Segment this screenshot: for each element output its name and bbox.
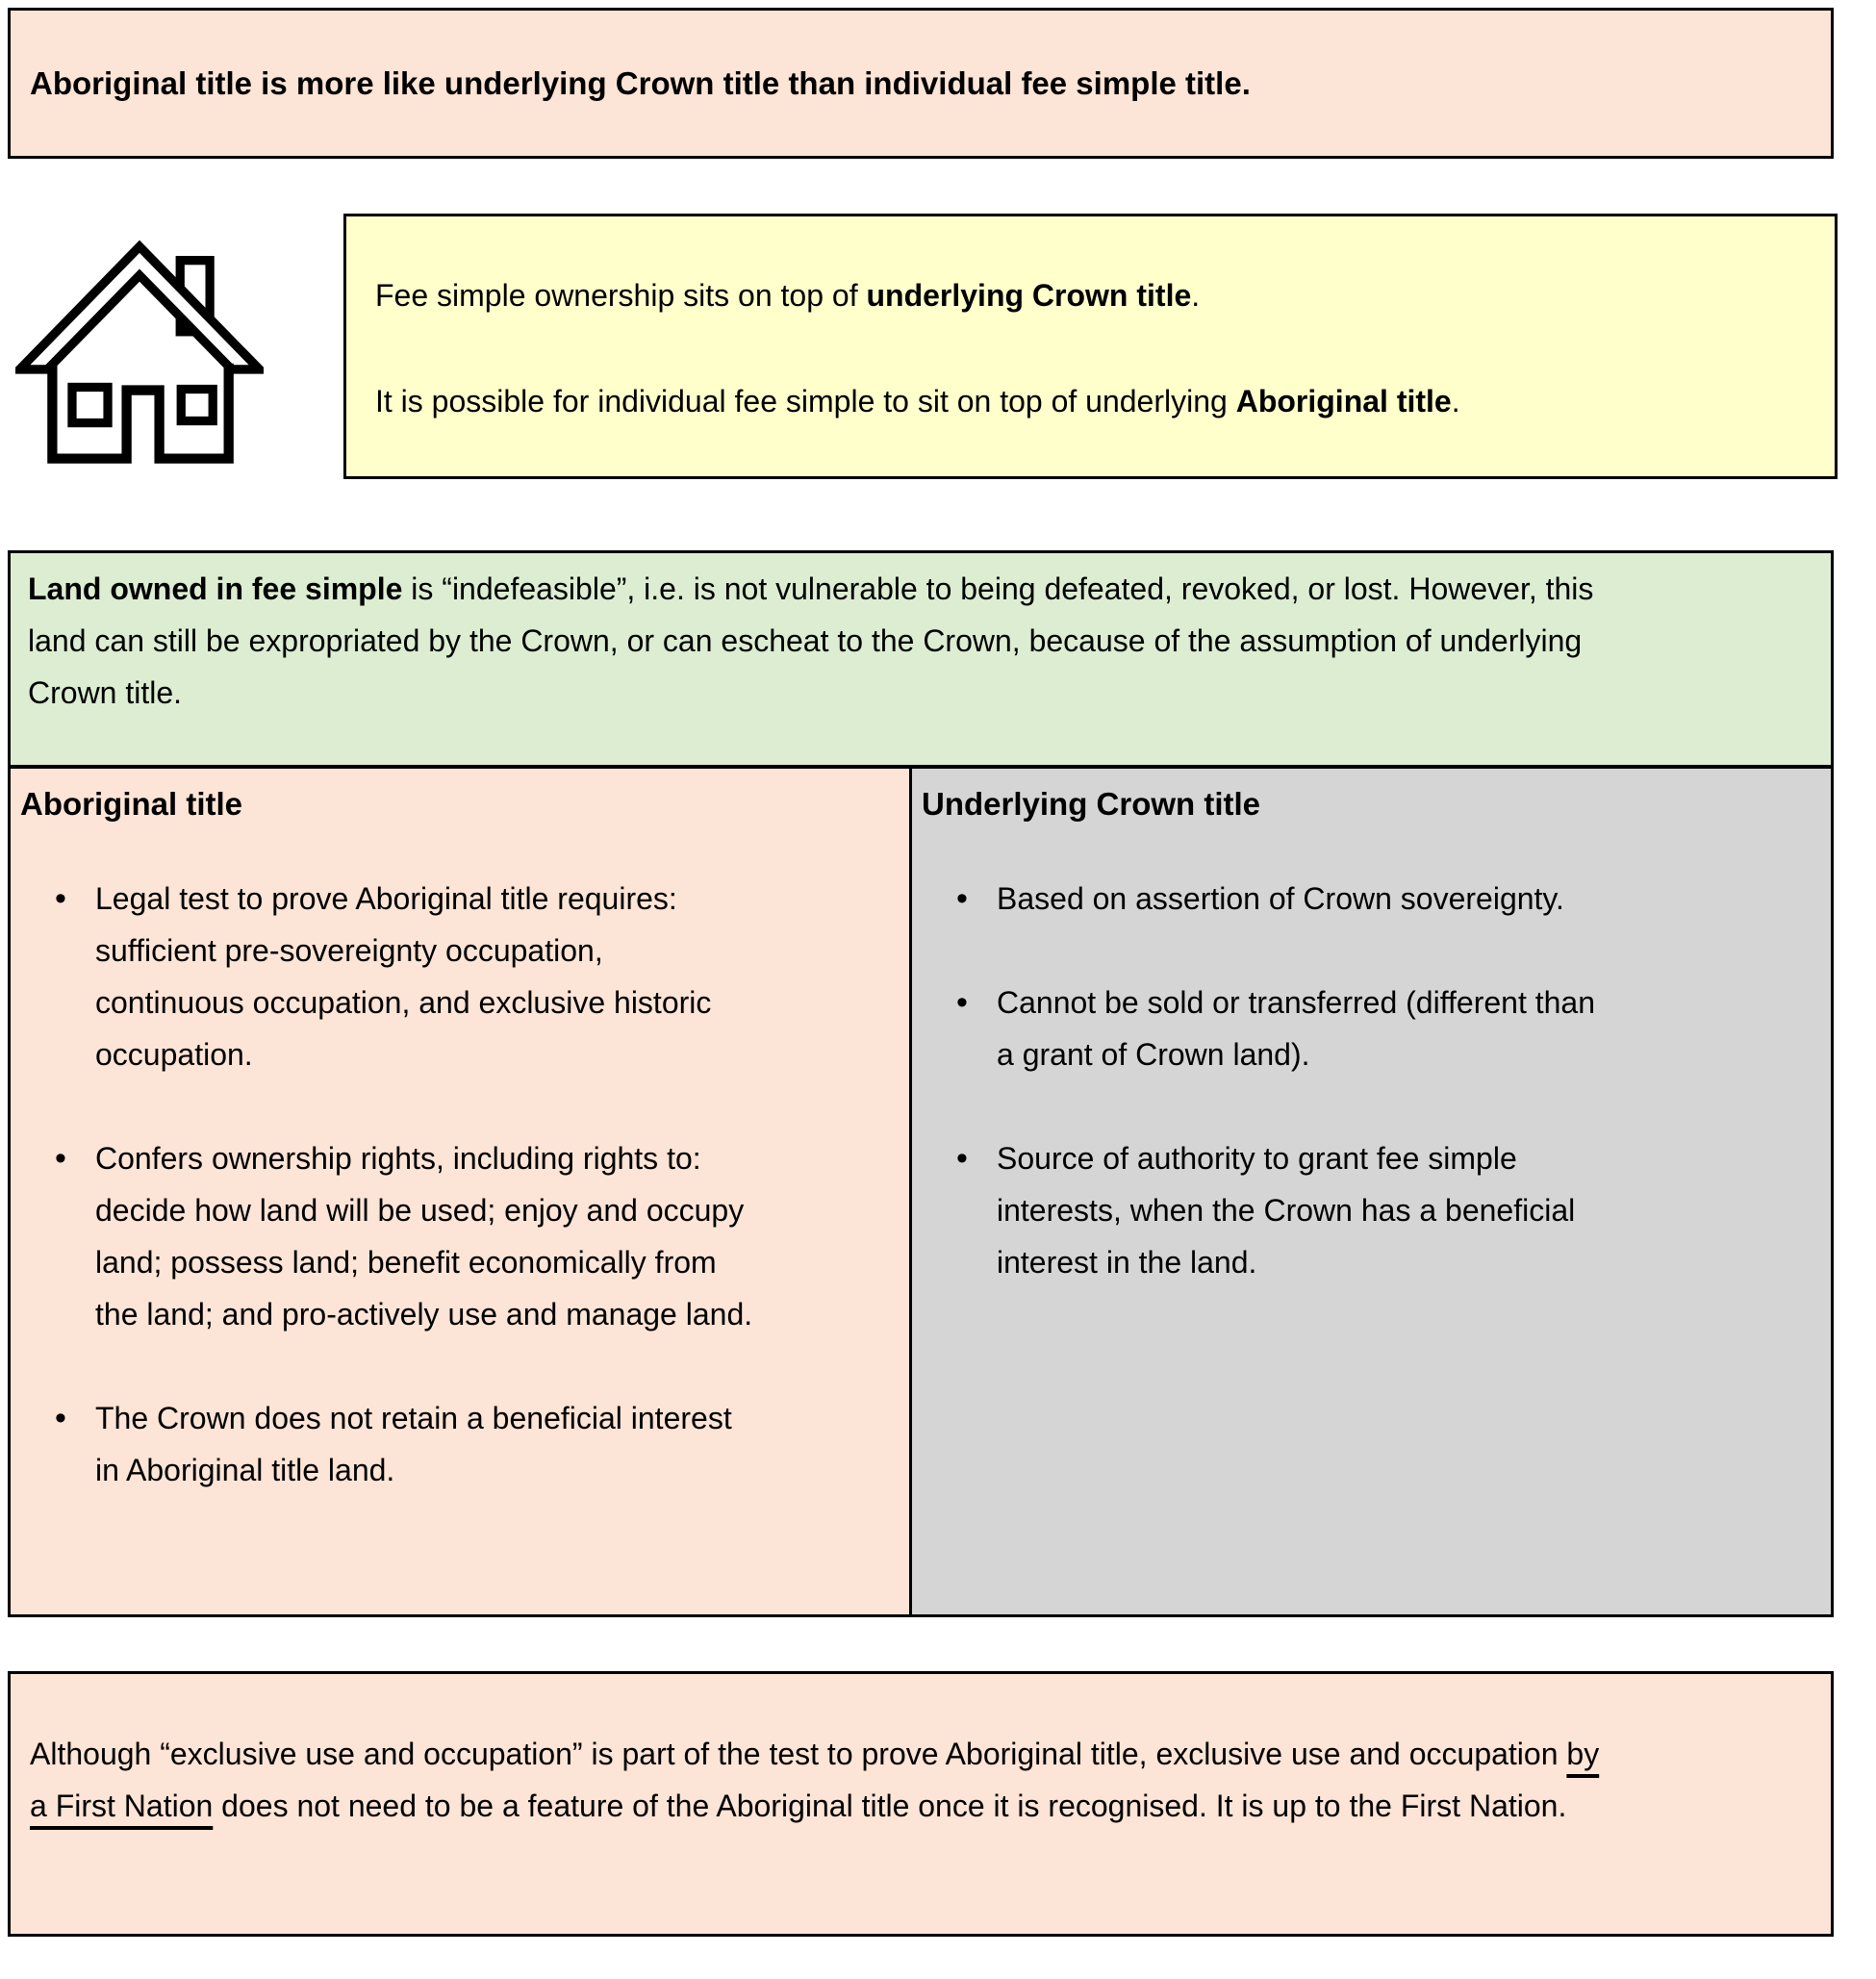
- house-icon: [15, 239, 264, 471]
- callout-box: [343, 214, 1838, 479]
- bullet-item: • Based on assertion of Crown sovereignty.: [922, 873, 1831, 925]
- top-banner-text: Aboriginal title is more like underlying Crown title than individual fee simple title.: [30, 64, 1251, 101]
- callout-para-2: [375, 382, 1806, 420]
- fee-simple-note-text: is “indefeasible”, i.e. is not vulnerable to being defeated, revoked, or lost. However, this land can still be expropriated by the Crown, or can escheat to the Crown, because of the assumption of underlying Crown title.: [28, 571, 1594, 710]
- crown-title-column: [912, 769, 1831, 1614]
- comparison-table: [8, 765, 1834, 1617]
- house-window-right: [181, 390, 213, 421]
- callout-para2-bold: Aboriginal title: [1235, 384, 1452, 419]
- callout-para-1: [375, 276, 1806, 315]
- house-window-left: [72, 387, 108, 422]
- underlined-phrase: by a First Nation: [30, 1737, 1600, 1823]
- exclusive-use-note-pre: Although “exclusive use and occupation” is part of the test to prove Aboriginal title, exclusive use and occupation: [30, 1737, 1567, 1771]
- house-roof: [19, 246, 259, 369]
- exclusive-use-note: [8, 1671, 1834, 1937]
- aboriginal-title-header: Aboriginal title: [20, 786, 242, 822]
- callout-para1-bold: underlying Crown title: [866, 278, 1192, 313]
- crown-title-header: Underlying Crown title: [922, 786, 1261, 822]
- exclusive-use-note-post: does not need to be a feature of the Aboriginal title once it is recognised. It is up to the First Nation.: [213, 1789, 1567, 1823]
- fee-simple-note-bold: Land owned in fee simple: [28, 571, 403, 606]
- callout-para1-period: .: [1191, 278, 1201, 313]
- crown-title-bullet-list: [922, 873, 1831, 1288]
- bullet-item: • Confers ownership rights, including rights to: decide how land will be used; enjoy and occupy land; possess land; benefit economically from the land; and pro-actively use and manage land.: [20, 1132, 909, 1340]
- bullet-item: • The Crown does not retain a beneficial interest in Aboriginal title land.: [20, 1392, 909, 1496]
- bullet-item: • Source of authority to grant fee simple interests, when the Crown has a beneficial interest in the land.: [922, 1132, 1831, 1288]
- bullet-item: • Cannot be sold or transferred (different than a grant of Crown land).: [922, 977, 1831, 1080]
- callout-para2-period: .: [1451, 384, 1460, 419]
- top-banner: [8, 8, 1834, 159]
- bullet-item: • Legal test to prove Aboriginal title requires: sufficient pre-sovereignty occupation, continuous occupation, and exclusive historic occupation.: [20, 873, 909, 1080]
- aboriginal-title-bullet-list: [20, 873, 909, 1496]
- aboriginal-title-column: [11, 769, 912, 1614]
- callout-para2-text: It is possible for individual fee simple to sit on top of underlying: [375, 384, 1236, 419]
- callout-para1-text: Fee simple ownership sits on top of: [375, 278, 867, 313]
- fee-simple-note: [8, 550, 1834, 765]
